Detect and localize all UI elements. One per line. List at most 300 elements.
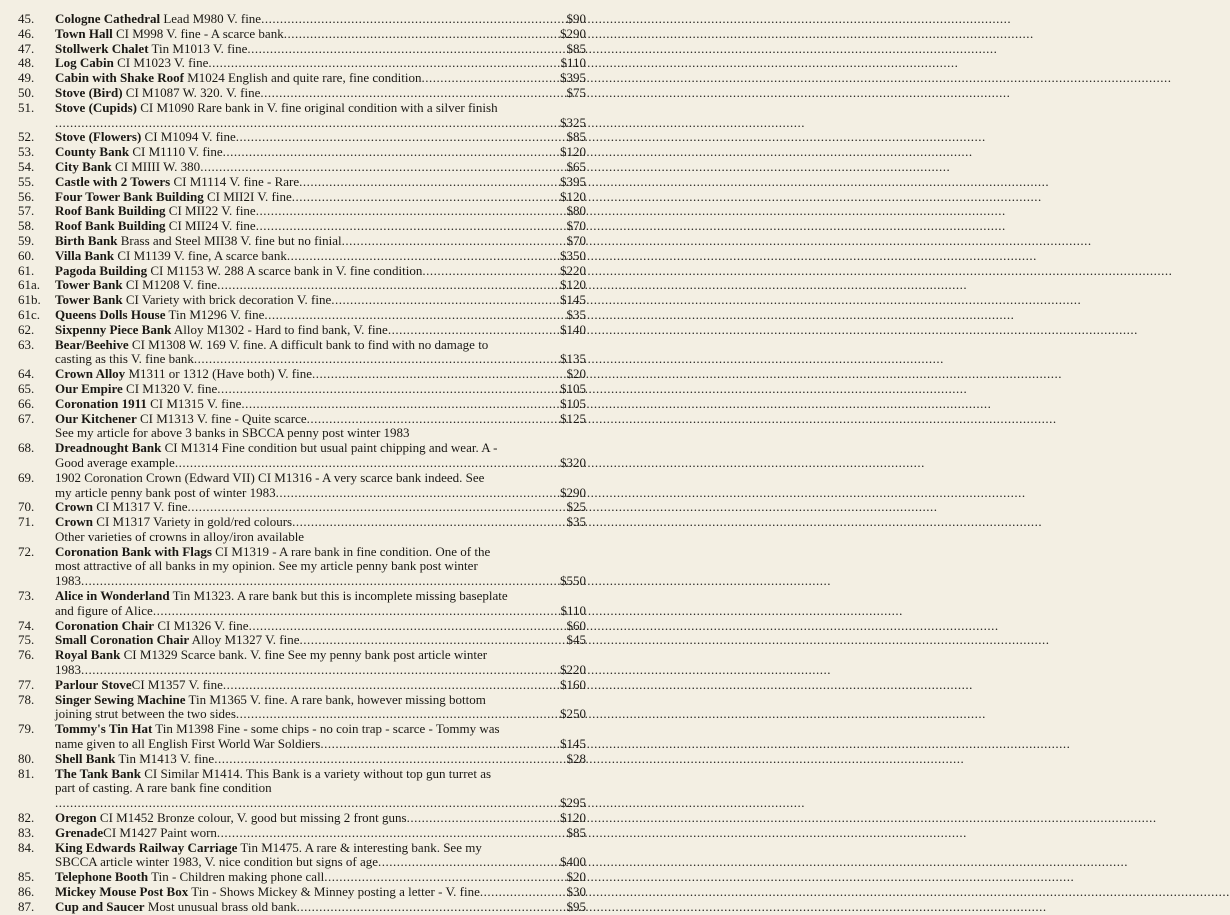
entry-line — [55, 264, 586, 279]
entry-line — [55, 249, 586, 264]
entry-number: 80. — [18, 750, 35, 766]
entry-body — [55, 56, 586, 71]
item-description: CI M1319 - A rare bank in fine condition. One of the — [211, 543, 491, 559]
entry-number: 53. — [18, 144, 35, 160]
entry-text — [55, 633, 300, 648]
catalog-entry — [18, 293, 586, 308]
catalog-entry — [18, 500, 586, 515]
entry-body — [55, 175, 586, 190]
item-name: Cabin with Shake Roof — [55, 70, 184, 86]
entry-body — [55, 752, 586, 767]
item-description: CI M1357 V. fine — [131, 676, 223, 692]
entry-body — [55, 767, 586, 811]
dot-leader — [378, 855, 559, 870]
entry-body — [55, 308, 586, 323]
dot-leader — [300, 633, 566, 648]
catalog-entry — [18, 752, 586, 767]
entry-body — [55, 633, 586, 648]
item-price: $35 — [566, 306, 586, 322]
entry-line — [55, 648, 586, 663]
entry-number: 79. — [18, 721, 35, 737]
entry-body — [55, 382, 586, 397]
dot-leader — [422, 71, 559, 86]
catalog-entry — [18, 264, 586, 279]
item-description: CI M1110 V. fine — [129, 144, 223, 160]
item-name: County Bank — [55, 144, 130, 160]
catalog-entry — [18, 885, 586, 900]
entry-text — [55, 693, 486, 708]
dot-leader — [307, 412, 559, 427]
item-description: Tin M1475. A rare & interesting bank. See my — [237, 839, 482, 855]
entry-body — [55, 441, 586, 471]
entry-number: 64. — [18, 366, 35, 382]
item-price: $105 — [560, 380, 586, 396]
item-name: City Bank — [55, 158, 112, 174]
entry-text — [55, 441, 498, 456]
entry-text — [55, 56, 208, 71]
item-description: Alloy M1327 V. fine — [189, 632, 300, 648]
catalog-entry — [18, 175, 586, 190]
entry-text — [55, 293, 331, 308]
item-name: Our Empire — [55, 380, 123, 396]
item-price: $220 — [560, 662, 586, 678]
item-name: Log Cabin — [55, 55, 114, 71]
dot-leader — [260, 86, 565, 101]
entry-body — [55, 86, 586, 101]
item-price: $400 — [560, 854, 586, 870]
entry-line — [55, 101, 586, 116]
entry-body — [55, 648, 586, 678]
item-name: Sixpenny Piece Bank — [55, 321, 172, 337]
entry-number: 61b. — [18, 292, 41, 308]
entry-text — [55, 190, 292, 205]
catalog-entry — [18, 308, 586, 323]
dot-leader — [55, 116, 559, 131]
item-name: Bear/Beehive — [55, 336, 129, 352]
item-description: Alloy M1302 - Hard to find bank, V. fine — [171, 321, 388, 337]
item-description-continued: Good average example — [55, 454, 175, 470]
dot-leader — [241, 397, 559, 412]
item-price: $550 — [560, 573, 586, 589]
entry-body — [55, 71, 586, 86]
item-price: $160 — [560, 676, 586, 692]
item-description: CI M1090 Rare bank in V. fine original condition with a silver finish — [137, 99, 498, 115]
item-name: Shell Bank — [55, 750, 116, 766]
dot-leader — [292, 515, 565, 530]
entry-body — [55, 190, 586, 205]
item-description: CI M1308 W. 169 V. fine. A difficult bank to find with no damage to — [128, 336, 489, 352]
item-description: CI M1315 V. fine — [146, 395, 242, 411]
dot-leader — [342, 234, 566, 249]
entry-line — [55, 619, 586, 634]
item-description: CI M1314 Fine condition but usual paint chipping and wear. A - — [161, 440, 498, 456]
entry-body — [55, 885, 586, 900]
catalog-entry — [18, 27, 586, 42]
item-price: $90 — [566, 11, 586, 26]
catalog-entry — [18, 767, 586, 811]
catalog-entry — [18, 441, 586, 471]
entry-text — [55, 219, 256, 234]
dot-leader — [292, 190, 559, 205]
dot-leader — [256, 204, 566, 219]
catalog-entry — [18, 42, 586, 57]
item-description: CI M1313 V. fine - Quite scarce — [136, 410, 307, 426]
item-name: Alice in Wonderland — [55, 588, 170, 604]
dot-leader — [320, 737, 559, 752]
entry-number: 71. — [18, 514, 35, 530]
item-description: Tin M1398 Fine - some chips - no coin trap - scarce - Tommy was — [152, 721, 500, 737]
item-price: $290 — [560, 484, 586, 500]
entry-line — [55, 86, 586, 101]
entry-body — [55, 249, 586, 264]
catalog-entry — [18, 811, 586, 826]
entry-number: 52. — [18, 129, 35, 145]
dot-leader — [194, 352, 559, 367]
dot-leader — [236, 130, 566, 145]
item-name: Crown — [55, 514, 94, 530]
item-description: 1902 Coronation Crown (Edward VII) CI M1316 - A very scarce bank indeed. See — [55, 469, 485, 485]
entry-line — [55, 190, 586, 205]
catalog-entry — [18, 367, 586, 382]
entry-text — [55, 752, 214, 767]
entry-text — [55, 767, 491, 782]
entry-text — [55, 619, 249, 634]
catalog-entry — [18, 101, 586, 131]
entry-number: 74. — [18, 617, 35, 633]
entry-text — [55, 175, 299, 190]
entry-text — [55, 27, 284, 42]
item-description: CI M1139 V. fine, A scarce bank — [114, 247, 287, 263]
item-name: Small Coronation Chair — [55, 632, 190, 648]
entry-note: See my article for above 3 banks in SBCCA penny post winter 1983 — [55, 425, 410, 441]
entry-line — [55, 234, 586, 249]
catalog-entry — [18, 412, 586, 442]
entry-number: 66. — [18, 395, 35, 411]
dot-leader — [208, 56, 559, 71]
catalog-entry — [18, 323, 586, 338]
catalog-entry — [18, 338, 586, 368]
entry-number: 56. — [18, 188, 35, 204]
entry-body — [55, 515, 586, 545]
entry-text — [55, 678, 223, 693]
item-price: $85 — [566, 824, 586, 840]
item-description-continued: casting as this V. fine bank — [55, 351, 194, 367]
entry-body — [55, 27, 586, 42]
entry-line — [55, 160, 586, 175]
item-price: $30 — [566, 884, 586, 900]
entry-text — [55, 900, 297, 915]
dot-leader — [261, 12, 565, 27]
entry-line — [55, 293, 586, 308]
item-description: CI M1320 V. fine — [122, 380, 218, 396]
entry-line — [55, 412, 586, 427]
item-name: Cup and Saucer — [55, 898, 145, 914]
entry-line — [55, 589, 586, 604]
item-name: Tower Bank — [55, 277, 123, 293]
entry-text — [55, 826, 217, 841]
item-price: $395 — [560, 173, 586, 189]
entry-number: 70. — [18, 499, 35, 515]
entry-text — [55, 42, 247, 57]
item-price: $45 — [566, 632, 586, 648]
entry-body — [55, 338, 586, 368]
entry-line — [55, 116, 586, 131]
entry-body — [55, 811, 586, 826]
entry-number: 72. — [18, 543, 35, 559]
item-price: $135 — [560, 351, 586, 367]
entry-line — [55, 574, 586, 589]
item-price: $85 — [566, 129, 586, 145]
entry-line — [55, 767, 586, 782]
dot-leader — [55, 796, 559, 811]
entry-line — [55, 737, 586, 752]
entry-body — [55, 826, 586, 841]
item-name: Tower Bank — [55, 292, 123, 308]
dot-leader — [153, 604, 560, 619]
entry-line — [55, 826, 586, 841]
item-name: Castle with 2 Towers — [55, 173, 171, 189]
catalog-entry — [18, 219, 586, 234]
entry-number: 62. — [18, 321, 35, 337]
catalog-entry — [18, 900, 586, 915]
entry-number: 61a. — [18, 277, 41, 293]
catalog-page — [0, 0, 600, 914]
entry-line — [55, 27, 586, 42]
entry-line — [55, 486, 586, 501]
item-description-continued: 1983 — [55, 662, 81, 678]
item-price: $320 — [560, 454, 586, 470]
item-description: Brass and Steel MII38 V. fine but no finial — [117, 232, 342, 248]
entry-line — [55, 633, 586, 648]
dot-leader — [284, 27, 559, 42]
item-price: $140 — [560, 321, 586, 337]
item-price: $70 — [566, 232, 586, 248]
dot-leader — [299, 175, 559, 190]
catalog-entry — [18, 545, 586, 589]
item-name: Roof Bank Building — [55, 203, 166, 219]
entry-text — [55, 278, 217, 293]
item-price: $20 — [566, 869, 586, 885]
entry-body — [55, 471, 586, 501]
item-price: $80 — [566, 203, 586, 219]
dot-leader — [388, 323, 559, 338]
entry-number: 75. — [18, 632, 35, 648]
item-description: Tin M1365 V. fine. A rare bank, however missing bottom — [185, 691, 486, 707]
dot-leader — [217, 278, 559, 293]
entry-text — [55, 12, 261, 27]
dot-leader — [175, 456, 559, 471]
dot-leader — [247, 42, 565, 57]
dot-leader — [217, 826, 566, 841]
catalog-entry — [18, 826, 586, 841]
entry-line — [55, 323, 586, 338]
item-description: Tin M1013 V. fine — [148, 40, 248, 56]
item-description: M1024 English and quite rare, fine condition — [183, 70, 422, 86]
item-name: Mickey Mouse Post Box — [55, 884, 189, 900]
dot-leader — [200, 160, 565, 175]
dot-leader — [287, 249, 559, 264]
entry-number: 61. — [18, 262, 35, 278]
item-description-continued: 1983 — [55, 573, 81, 589]
dot-leader — [223, 678, 559, 693]
item-name: Birth Bank — [55, 232, 118, 248]
item-name: Royal Bank — [55, 647, 121, 663]
dot-leader — [276, 486, 559, 501]
item-description: M1311 or 1312 (Have both) V. fine — [125, 366, 312, 382]
item-price: $145 — [560, 736, 586, 752]
dot-leader — [264, 308, 565, 323]
item-price: $220 — [560, 262, 586, 278]
item-price: $25 — [566, 499, 586, 515]
entry-number: 73. — [18, 588, 35, 604]
entry-text — [55, 515, 292, 530]
entry-body — [55, 323, 586, 338]
entry-line — [55, 426, 586, 441]
item-name: King Edwards Railway Carriage — [55, 839, 238, 855]
item-description: CI M1452 Bronze colour, V. good but missing 2 front guns — [96, 810, 407, 826]
item-price: $70 — [566, 218, 586, 234]
entry-text — [55, 885, 480, 900]
catalog-entry — [18, 12, 586, 27]
entry-number: 59. — [18, 232, 35, 248]
entry-line — [55, 12, 586, 27]
entry-line — [55, 204, 586, 219]
entry-line — [55, 145, 586, 160]
entry-number: 45. — [18, 11, 35, 26]
catalog-entry — [18, 841, 586, 871]
entry-line — [55, 841, 586, 856]
entry-body — [55, 412, 586, 442]
catalog-entry — [18, 678, 586, 693]
entry-body — [55, 264, 586, 279]
entry-number: 78. — [18, 691, 35, 707]
entry-text — [55, 841, 482, 856]
item-description: CI Similar M1414. This Bank is a variety without top gun turret as — [141, 765, 492, 781]
entry-number: 68. — [18, 440, 35, 456]
entry-number: 82. — [18, 810, 35, 826]
entry-number: 83. — [18, 824, 35, 840]
entry-number: 57. — [18, 203, 35, 219]
catalog-entry — [18, 56, 586, 71]
entry-body — [55, 722, 586, 752]
item-description: CI MIIII W. 380 — [111, 158, 201, 174]
item-price: $120 — [560, 188, 586, 204]
entry-number: 55. — [18, 173, 35, 189]
item-price: $290 — [560, 25, 586, 41]
catalog-entry — [18, 589, 586, 619]
entry-text — [55, 397, 241, 412]
entry-body — [55, 841, 586, 871]
entry-body — [55, 234, 586, 249]
dot-leader — [407, 811, 559, 826]
entry-number: 67. — [18, 410, 35, 426]
item-name: Pagoda Building — [55, 262, 148, 278]
catalog-entry — [18, 234, 586, 249]
item-description: CI M1208 V. fine — [122, 277, 218, 293]
entry-line — [55, 796, 586, 811]
entry-number: 60. — [18, 247, 35, 263]
item-name: Dreadnought Bank — [55, 440, 162, 456]
item-description-continued: and figure of Alice — [55, 602, 153, 618]
item-name: Cologne Cathedral — [55, 11, 161, 26]
item-name: Parlour Stove — [55, 676, 132, 692]
entry-line — [55, 352, 586, 367]
dot-leader — [324, 870, 565, 885]
item-name: Coronation Chair — [55, 617, 155, 633]
entry-text — [55, 264, 422, 279]
item-description: Tin M1296 V. fine — [165, 306, 265, 322]
item-name: Telephone Booth — [55, 869, 149, 885]
entry-number: 85. — [18, 869, 35, 885]
catalog-entry — [18, 471, 586, 501]
entry-number: 50. — [18, 84, 35, 100]
dot-leader — [312, 367, 566, 382]
entry-line — [55, 515, 586, 530]
item-description-continued: part of casting. A rare bank fine condition — [55, 780, 272, 796]
item-price: $95 — [566, 898, 586, 914]
entry-body — [55, 693, 586, 723]
dot-leader — [81, 574, 559, 589]
item-name: Coronation Bank with Flags — [55, 543, 212, 559]
dot-leader — [249, 619, 566, 634]
dot-leader — [188, 500, 566, 515]
entry-note: Other varieties of crowns in alloy/iron available — [55, 528, 305, 544]
item-description: Tin - Shows Mickey & Minney posting a letter - V. fine — [188, 884, 480, 900]
entry-body — [55, 101, 586, 131]
dot-leader — [256, 219, 566, 234]
entry-number: 86. — [18, 884, 35, 900]
entry-text — [55, 722, 500, 737]
entry-body — [55, 367, 586, 382]
item-price: $65 — [566, 158, 586, 174]
entry-text — [55, 130, 236, 145]
item-name: Coronation 1911 — [55, 395, 147, 411]
item-description: CI M1114 V. fine - Rare — [170, 173, 300, 189]
item-name: Crown — [55, 499, 94, 515]
item-description: CI MII24 V. fine — [165, 218, 256, 234]
item-price: $325 — [560, 114, 586, 130]
item-price: $120 — [560, 277, 586, 293]
entry-line — [55, 500, 586, 515]
entry-text — [55, 145, 223, 160]
item-name: The Tank Bank — [55, 765, 142, 781]
item-description: CI M1427 Paint worn — [103, 824, 217, 840]
entry-body — [55, 397, 586, 412]
entry-line — [55, 471, 586, 486]
item-description: CI Variety with brick decoration V. fine — [122, 292, 332, 308]
catalog-entry — [18, 619, 586, 634]
item-price: $105 — [560, 395, 586, 411]
item-price: $110 — [560, 602, 586, 618]
entry-number: 84. — [18, 839, 35, 855]
entry-number: 81. — [18, 765, 35, 781]
item-name: Tommy's Tin Hat — [55, 721, 153, 737]
item-price: $85 — [566, 40, 586, 56]
item-description: CI M1329 Scarce bank. V. fine See my penny bank post article winter — [120, 647, 488, 663]
entry-line — [55, 870, 586, 885]
entry-text — [55, 86, 260, 101]
entry-number: 46. — [18, 25, 35, 41]
entry-text — [55, 101, 498, 116]
entry-number: 54. — [18, 158, 35, 174]
entry-text — [55, 471, 484, 486]
entry-body — [55, 870, 586, 885]
dot-leader — [81, 663, 559, 678]
dot-leader — [480, 885, 566, 900]
catalog-entry — [18, 648, 586, 678]
entry-line — [55, 604, 586, 619]
entry-line — [55, 338, 586, 353]
